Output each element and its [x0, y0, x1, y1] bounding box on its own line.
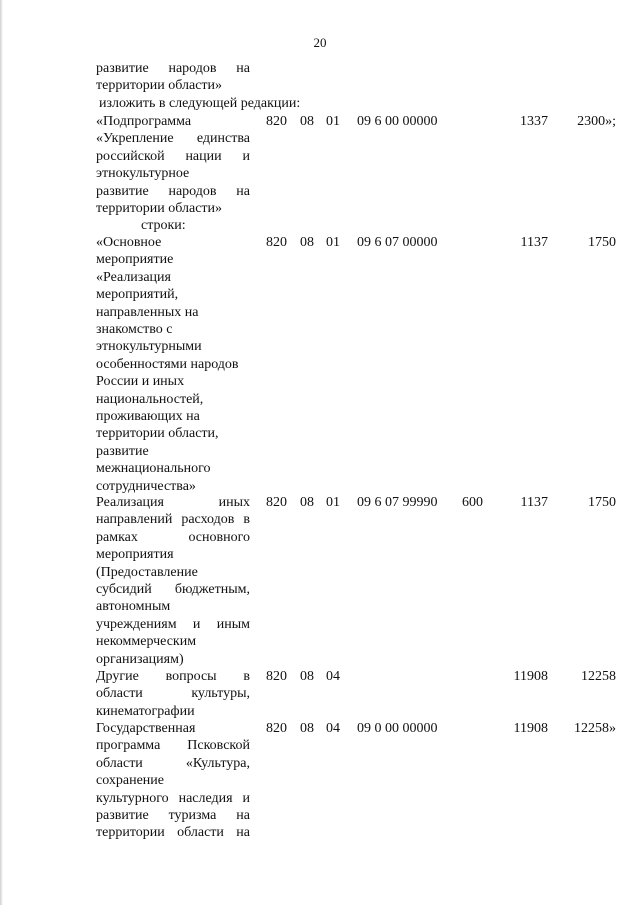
name-line: знакомство с: [96, 322, 173, 338]
name-line: Реализация иных: [96, 495, 250, 510]
name-line: субсидий бюджетным,: [96, 582, 250, 598]
row-name-state-program: [96, 720, 250, 842]
target-article-code: 09 6 07 00000: [357, 235, 438, 250]
target-article-code: 09 6 00 00000: [357, 114, 438, 129]
name-line: программа Псковской: [96, 738, 250, 754]
grbs-code: 820: [266, 669, 287, 684]
name-line: области «Культура,: [96, 755, 250, 771]
section-code: 08: [300, 721, 314, 736]
section-code: 08: [300, 495, 314, 510]
name-line: направленных на: [96, 304, 199, 320]
intro-text: [96, 60, 250, 95]
instruction-text: изложить в следующей редакции:: [99, 96, 301, 111]
name-line: проживающих на: [96, 409, 200, 425]
name-line: «Подпрограмма: [96, 114, 192, 129]
name-line: автономным: [96, 599, 171, 615]
name-line: «Реализация: [96, 269, 171, 285]
name-line: рамках основного: [96, 529, 250, 545]
row-name-subprogram: [96, 113, 250, 217]
name-line: сохранение: [96, 773, 164, 789]
subsection-code: 01: [326, 114, 340, 129]
intro-line: территории области»: [96, 78, 223, 94]
expense-type-code: 600: [462, 495, 483, 510]
name-line: национальностей,: [96, 391, 204, 407]
section-code: 08: [300, 114, 314, 129]
name-line: «Основное: [96, 235, 162, 250]
grbs-code: 820: [266, 495, 287, 510]
name-line: развитие народов на: [96, 183, 250, 199]
name-line: направлений расходов в: [96, 512, 250, 528]
name-line: этнокультурными: [96, 339, 202, 355]
name-line: Другие вопросы в: [96, 669, 250, 684]
name-line: учреждениям и иным: [96, 616, 250, 632]
name-line: России и иных: [96, 374, 185, 390]
amount-year-2: 1750: [588, 495, 616, 510]
scan-edge: [0, 0, 3, 905]
intro-line: развитие народов на: [96, 61, 250, 76]
amount-year-2: 1750: [588, 235, 616, 250]
name-line: «Укрепление единства: [96, 131, 250, 147]
amount-year-1: 1137: [520, 235, 548, 250]
row-name-main-event: [96, 234, 250, 495]
grbs-code: 820: [266, 235, 287, 250]
name-line: сотрудничества»: [96, 478, 196, 494]
name-line: особенностями народов: [96, 356, 239, 372]
subsection-code: 04: [326, 721, 340, 736]
amount-year-1: 1137: [520, 495, 548, 510]
grbs-code: 820: [266, 114, 287, 129]
name-line: развитие: [96, 443, 149, 459]
name-line: мероприятий,: [96, 287, 179, 303]
name-line: этнокультурное: [96, 166, 190, 182]
name-line: кинематографии: [96, 703, 195, 719]
name-line: Государственная: [96, 721, 196, 736]
name-line: мероприятия: [96, 547, 174, 563]
page-number: 20: [313, 35, 327, 50]
row-name-other-culture-issues: [96, 668, 250, 720]
grbs-code: 820: [266, 721, 287, 736]
name-line: территории области»: [96, 201, 223, 217]
section-code: 08: [300, 235, 314, 250]
target-article-code: 09 6 07 99990: [357, 495, 438, 510]
strings-label: строки:: [141, 218, 186, 233]
name-line: межнационального: [96, 461, 211, 477]
subsection-code: 01: [326, 495, 340, 510]
name-line: территории области на: [96, 825, 250, 841]
amount-year-2: 12258: [581, 669, 616, 684]
amount-year-2: 2300»;: [577, 114, 616, 129]
name-line: культурного наследия и: [96, 790, 250, 806]
row-name-other-directions: [96, 494, 250, 668]
subsection-code: 01: [326, 235, 340, 250]
name-line: области культуры,: [96, 686, 250, 702]
name-line: организациям): [96, 651, 184, 667]
amount-year-1: 1337: [520, 114, 548, 129]
name-line: мероприятие: [96, 252, 174, 268]
name-line: некоммерческим: [96, 634, 197, 650]
name-line: российской нации и: [96, 148, 250, 164]
target-article-code: 09 0 00 00000: [357, 721, 438, 736]
subsection-code: 04: [326, 669, 340, 684]
name-line: развитие туризма на: [96, 808, 250, 824]
amount-year-2: 12258»: [574, 721, 616, 736]
amount-year-1: 11908: [513, 721, 548, 736]
amount-year-1: 11908: [513, 669, 548, 684]
name-line: территории области,: [96, 426, 219, 442]
name-line: (Предоставление: [96, 564, 198, 580]
section-code: 08: [300, 669, 314, 684]
